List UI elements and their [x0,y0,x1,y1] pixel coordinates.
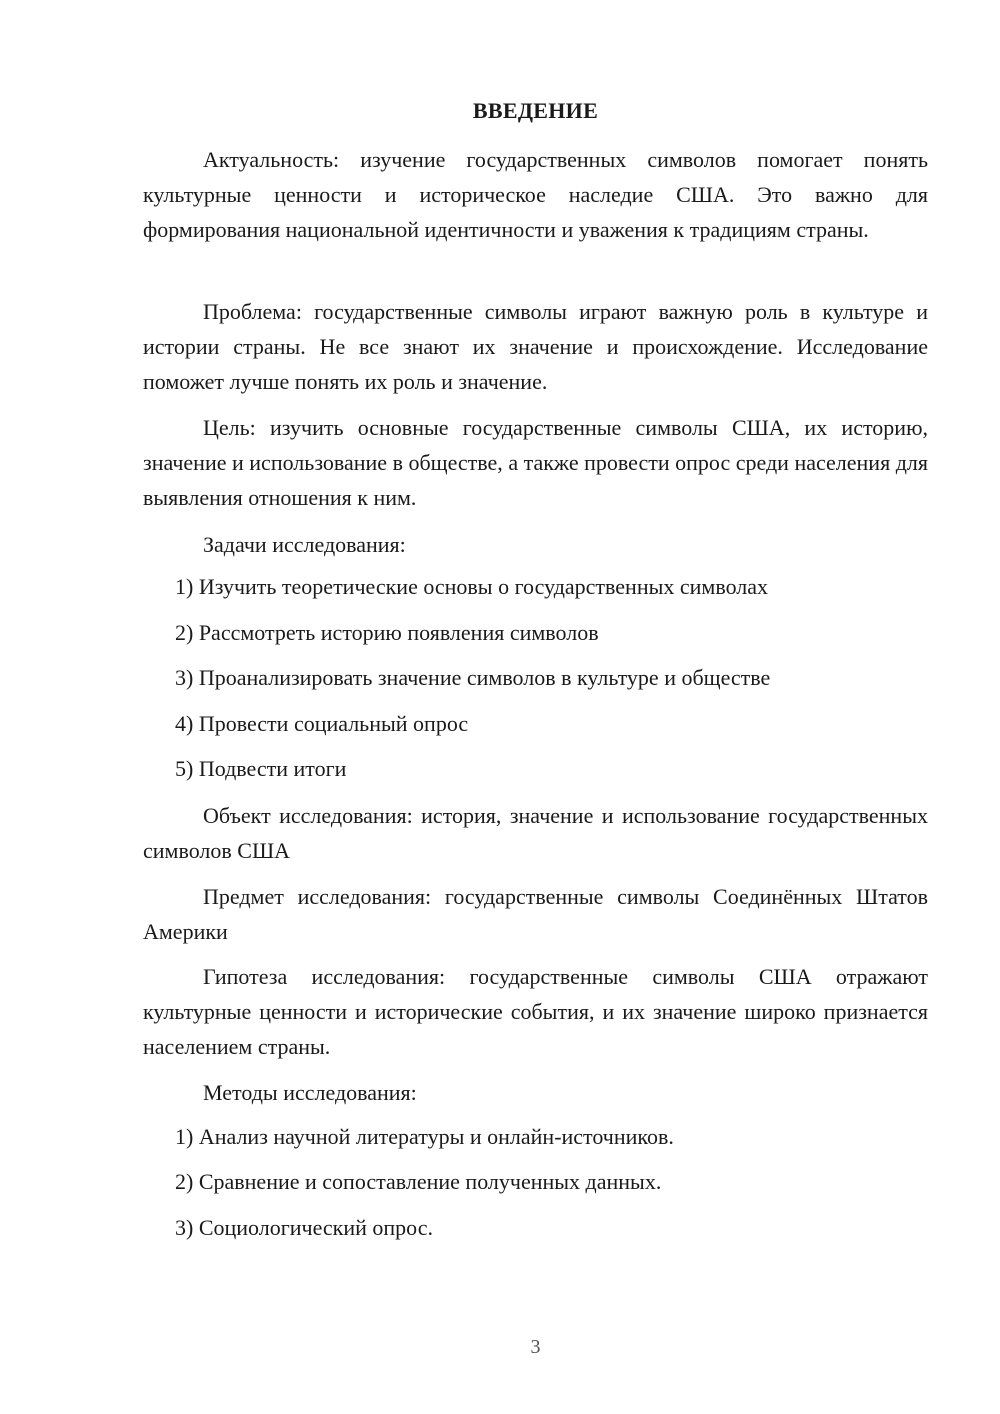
hypothesis-paragraph: Гипотеза исследования: государственные символы США отражают культурные ценности и исторические события, и их значение широко признается населением страны. [143,964,928,1059]
method-item-3: 3) Социологический опрос. [175,1215,433,1240]
document-page [143,0,928,1414]
tasks-title: Задачи исследования: [203,532,406,557]
object-paragraph: Объект исследования: история, значение и использование государственных символов США [143,803,928,863]
task-item-2: 2) Рассмотреть историю появления символов [175,620,599,645]
problem-paragraph: Проблема: государственные символы играют важную роль в культуре и истории страны. Не все знают их значение и происхождение. Исследование поможет лучше понять их роль и значение. [143,299,928,394]
method-item-2: 2) Сравнение и сопоставление полученных данных. [175,1169,662,1194]
page-title: ВВЕДЕНИЕ [472,98,599,123]
methods-title: Методы исследования: [203,1080,417,1105]
task-item-5: 5) Подвести итоги [175,756,347,781]
task-item-3: 3) Проанализировать значение символов в культуре и обществе [175,665,771,690]
goal-paragraph: Цель: изучить основные государственные символы США, их историю, значение и использование в обществе, а также провести опрос среди населения для выявления отношения к ним. [143,415,928,510]
method-item-1: 1) Анализ научной литературы и онлайн-источников. [175,1124,674,1149]
relevance-paragraph: Актуальность: изучение государственных символов помогает понять культурные ценности и историческое наследие США. Это важно для формирования национальной идентичности и уважения к традициям страны. [143,147,928,242]
page-number: 3 [530,1336,541,1358]
subject-paragraph: Предмет исследования: государственные символы Соединённых Штатов Америки [143,884,928,944]
task-item-1: 1) Изучить теоретические основы о государственных символах [175,574,769,599]
task-item-4: 4) Провести социальный опрос [175,711,469,736]
